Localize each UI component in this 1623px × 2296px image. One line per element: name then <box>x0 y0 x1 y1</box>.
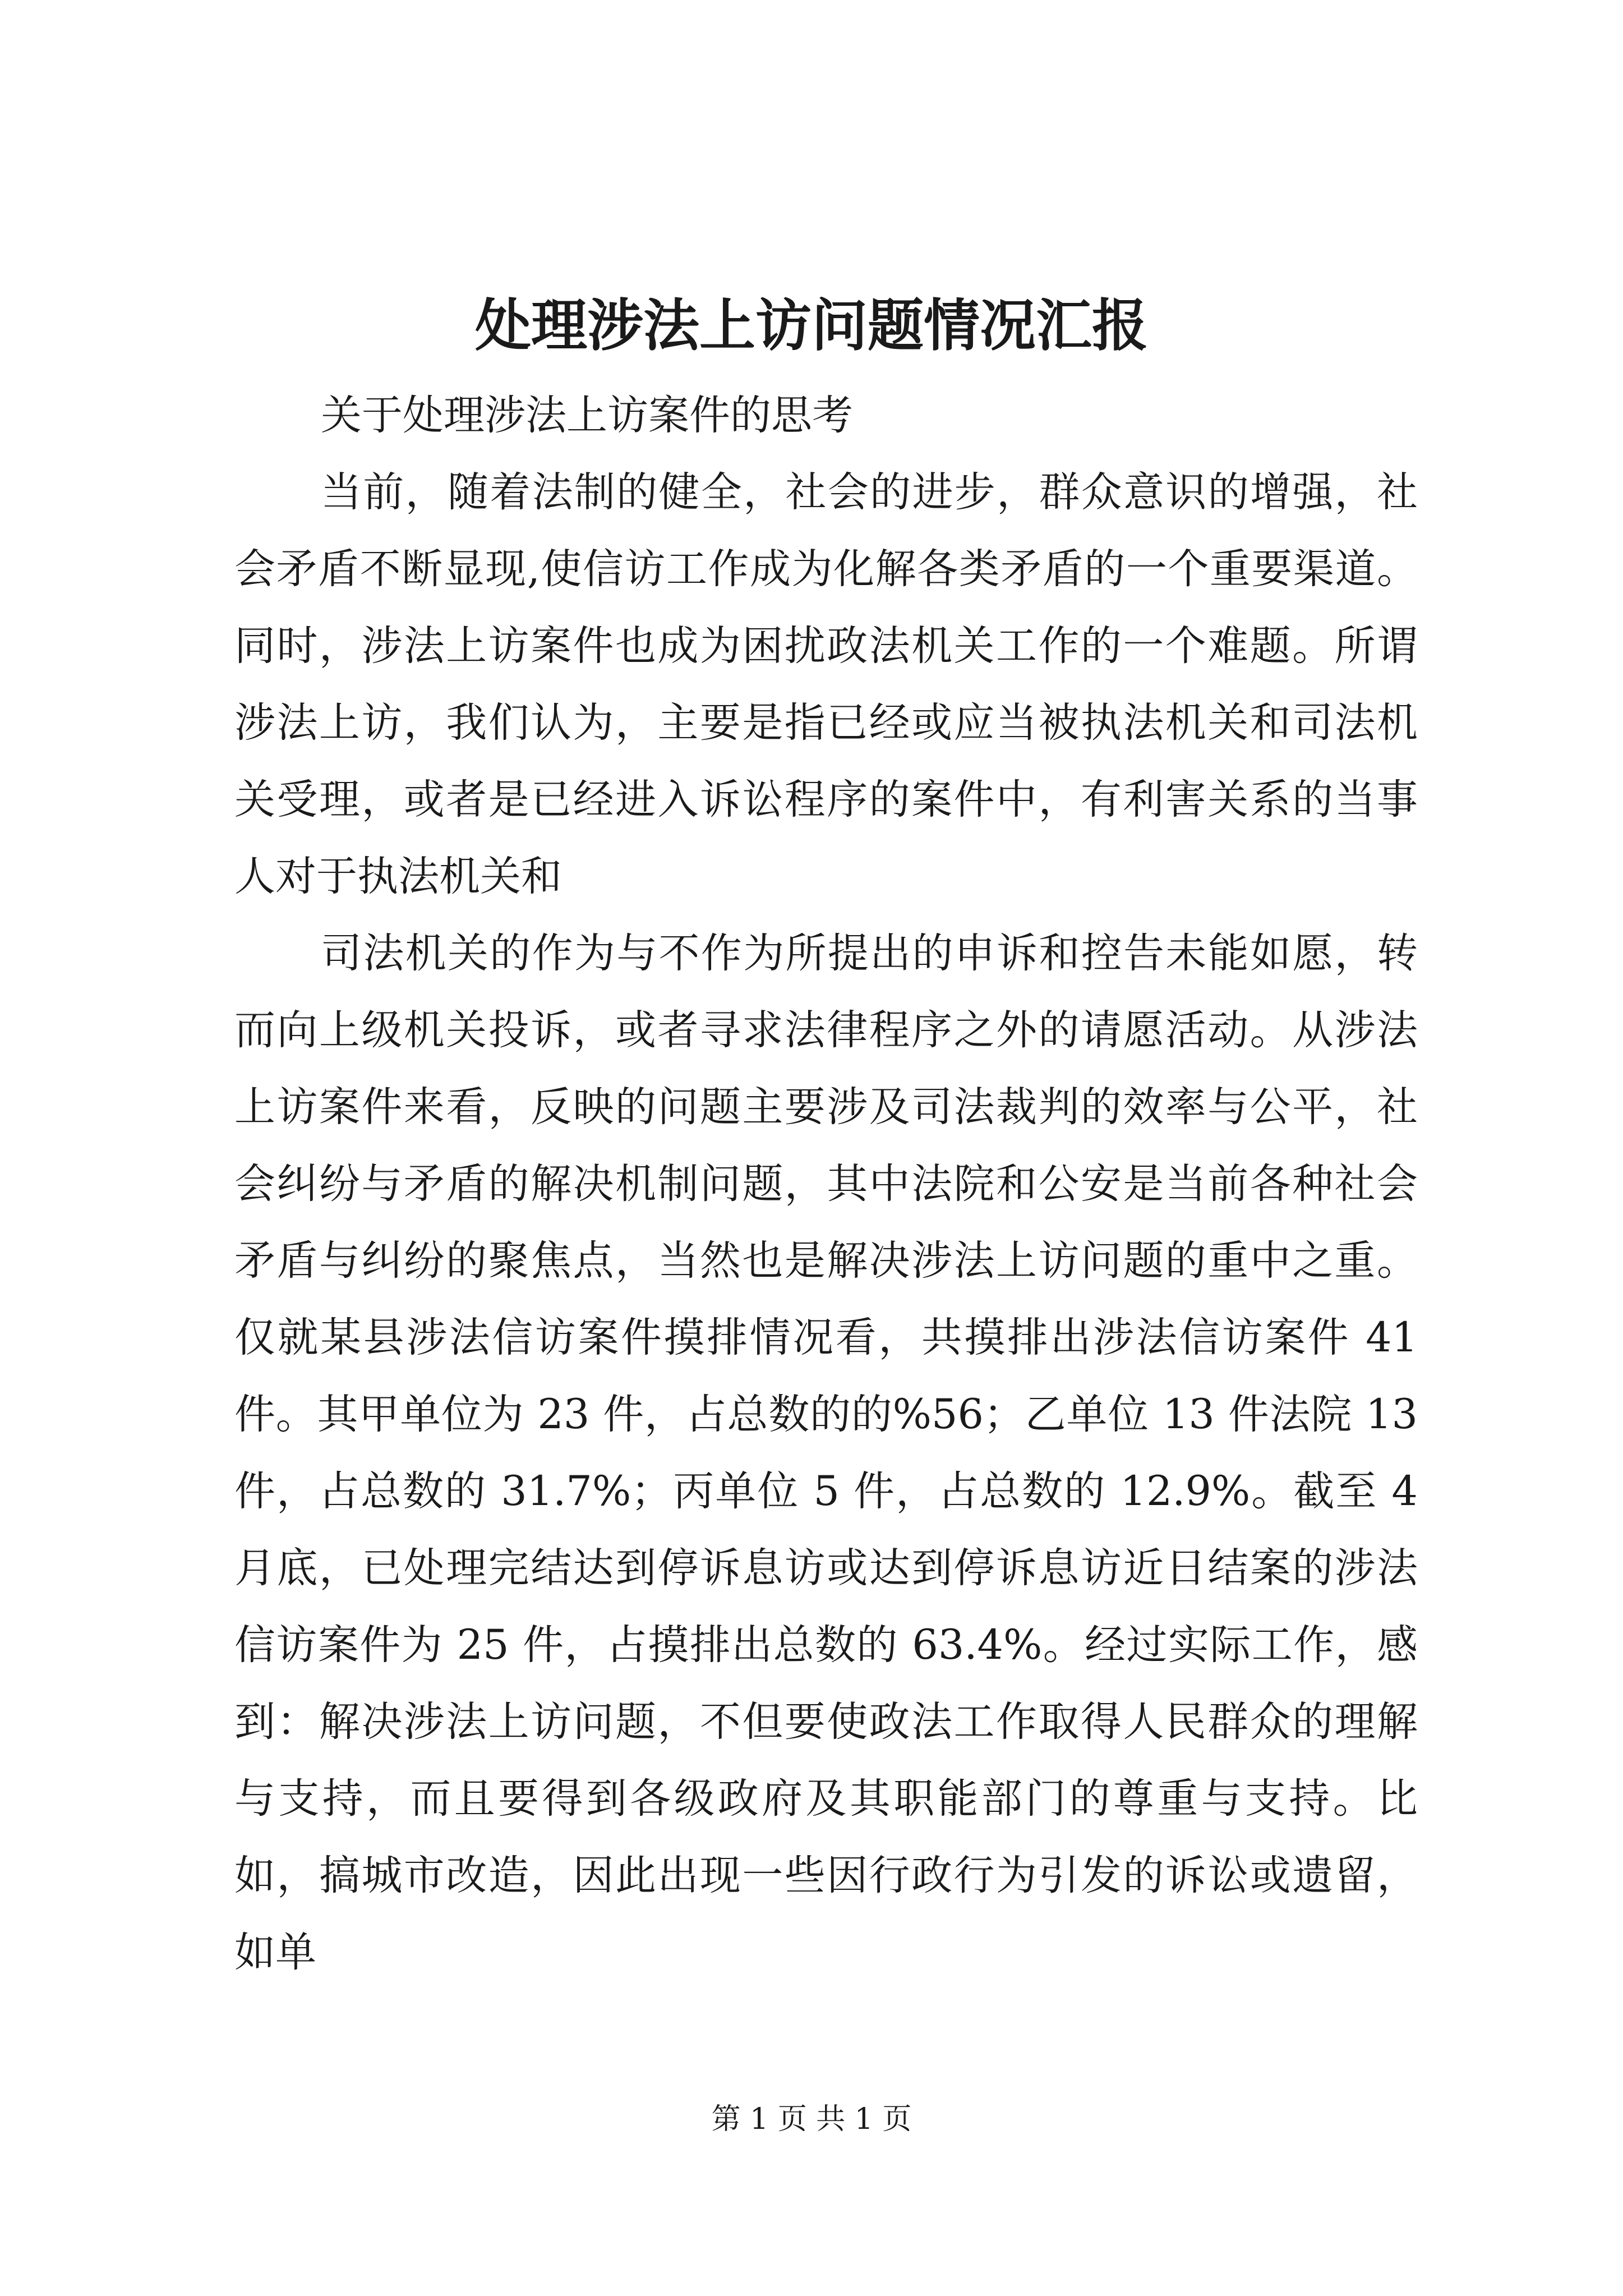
paragraph-subtitle: 关于处理涉法上访案件的思考 <box>321 392 853 439</box>
document-title: 处理涉法上访问题情况汇报 <box>475 292 1148 358</box>
page-footer: 第 1 页 共 1 页 <box>711 2102 912 2136</box>
paragraph-2: 司法机关的作为与不作为所提出的申诉和控告未能如愿，转而向上级机关投诉，或者寻求法律程序之外的请愿活动。从涉法上访案件来看，反映的问题主要涉及司法裁判的效率与公平，社会纠纷与矛盾的解决机制问题，其中法院和公安是当前各种社会矛盾与纠纷的聚焦点，当然也是解决涉法上访问题的重中之重。仅就某县涉法信访案件摸排情况看，共摸排出涉法信访案件 41 件。其甲单位为 23 件，占总数的的%56；乙单位 13 件法院 13 件，占总数的 31.7%；丙单位 5 件，占总数的 12.9%。截至 4 月底，已处理完结达到停诉息访或达到停诉息访近日结案的涉法信访案件为 25 件，占摸排出总数的 63.4%。经过实际工作，感到：解决涉法上访问题，不但要使政法工作取得人民群众的理解与支持，而且要得到各级政府及其职能部门的尊重与支持。比如，搞城市改造，因此出现一些因行政行为引发的诉讼或遗留，如单 <box>234 930 1418 1976</box>
document-body <box>234 377 1418 1991</box>
paragraph-1: 当前，随着法制的健全，社会的进步，群众意识的增强，社会矛盾不断显现,使信访工作成为化解各类矛盾的一个重要渠道。同时，涉法上访案件也成为困扰政法机关工作的一个难题。所谓涉法上访，我们认为，主要是指已经或应当被执法机关和司法机关受理，或者是已经进入诉讼程序的案件中，有利害关系的当事人对于执法机关和 <box>234 468 1418 900</box>
